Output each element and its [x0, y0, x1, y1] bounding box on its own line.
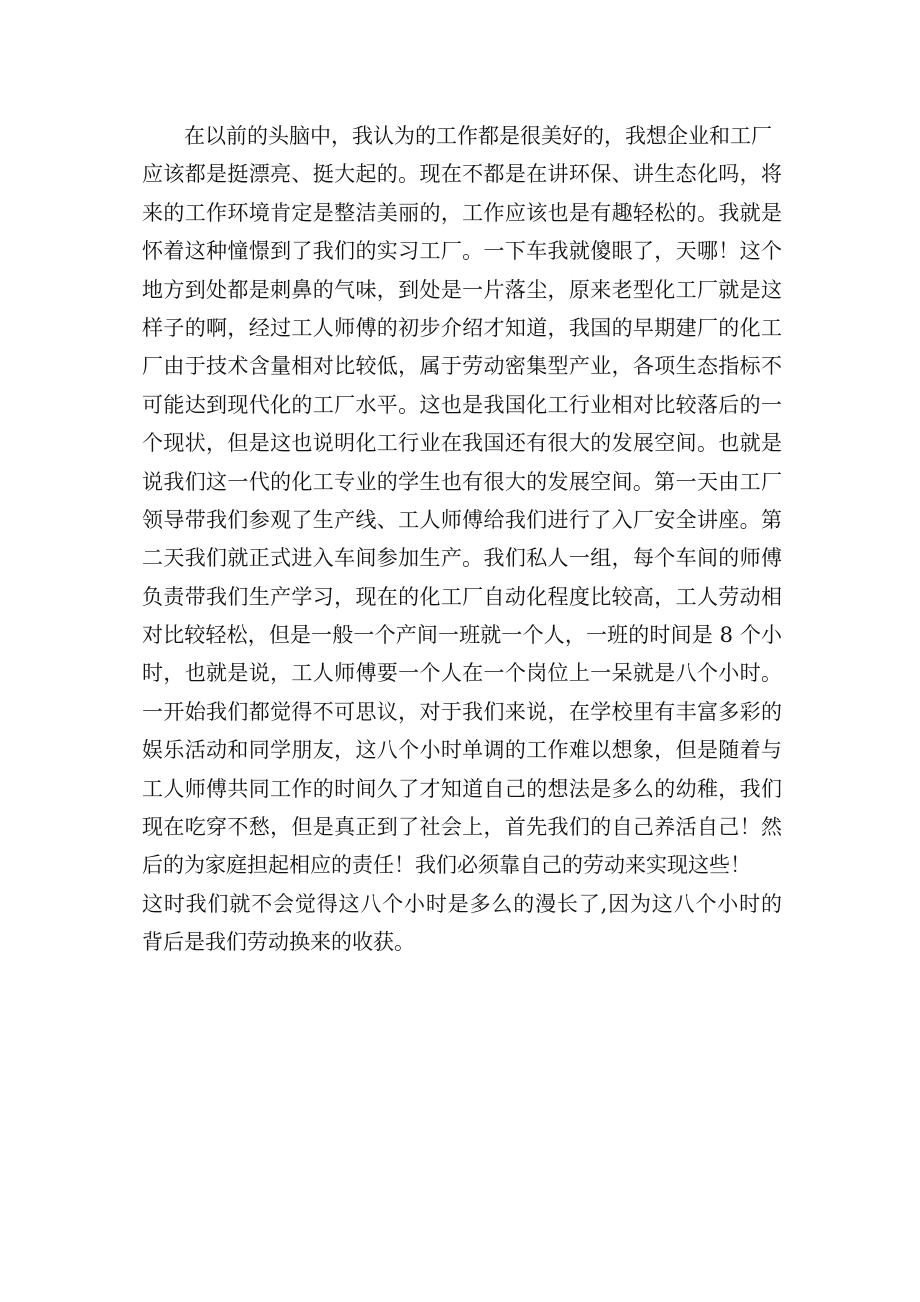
paragraph-line: 工人师傅共同工作的时间久了才知道自己的想法是多么的幼稚，我们 — [142, 776, 782, 801]
paragraph-line: 怀着这种憧憬到了我们的实习工厂。一下车我就傻眼了，天哪！这个 — [142, 239, 782, 264]
paragraph-line: 地方到处都是刺鼻的气味，到处是一片落尘，原来老型化工厂就是这 — [142, 277, 782, 302]
paragraph-line: 可能达到现代化的工厂水平。这也是我国化工行业相对比较落后的一 — [142, 392, 782, 417]
paragraph-line: 对比较轻松，但是一般一个产间一班就一个人，一班的时间是 8 个小 — [142, 623, 782, 648]
paragraph-line: 后的为家庭担起相应的责任！我们必须靠自己的劳动来实现这些！ — [142, 853, 751, 878]
paragraph-line: 二天我们就正式进入车间参加生产。我们私人一组，每个车间的师傅 — [142, 546, 782, 571]
paragraph-line: 娱乐活动和同学朋友，这八个小时单调的工作难以想象，但是随着与 — [142, 738, 782, 763]
paragraph-line: 个现状，但是这也说明化工行业在我国还有很大的发展空间。也就是 — [142, 431, 782, 456]
paragraph-line: 样子的啊，经过工人师傅的初步介绍才知道，我国的早期建厂的化工 — [142, 315, 782, 340]
paragraph-line: 来的工作环境肯定是整洁美丽的，工作应该也是有趣轻松的。我就是 — [142, 200, 782, 225]
body-paragraph — [142, 117, 782, 962]
paragraph-line: 这时我们就不会觉得这八个小时是多么的漫长了,因为这八个小时的 — [142, 891, 782, 916]
paragraph-line: 现在吃穿不愁，但是真正到了社会上，首先我们的自己养活自己！然 — [142, 815, 782, 840]
paragraph-line: 时，也就是说，工人师傅要一个人在一个岗位上一呆就是八个小时。 — [142, 661, 782, 686]
paragraph-line: 说我们这一代的化工专业的学生也有很大的发展空间。第一天由工厂 — [142, 469, 782, 494]
paragraph-line: 厂由于技术含量相对比较低，属于劳动密集型产业，各项生态指标不 — [142, 354, 782, 379]
paragraph-line: 在以前的头脑中，我认为的工作都是很美好的，我想企业和工厂 — [184, 124, 772, 148]
paragraph-line: 负责带我们生产学习，现在的化工厂自动化程度比较高，工人劳动相 — [142, 584, 782, 609]
paragraph-line: 领导带我们参观了生产线、工人师傅给我们进行了入厂安全讲座。第 — [142, 507, 782, 532]
paragraph-line: 应该都是挺漂亮、挺大起的。现在不都是在讲环保、讲生态化吗，将 — [142, 162, 782, 187]
paragraph-line: 背后是我们劳动换来的收获。 — [142, 930, 415, 955]
paragraph-line: 一开始我们都觉得不可思议，对于我们来说，在学校里有丰富多彩的 — [142, 699, 782, 724]
